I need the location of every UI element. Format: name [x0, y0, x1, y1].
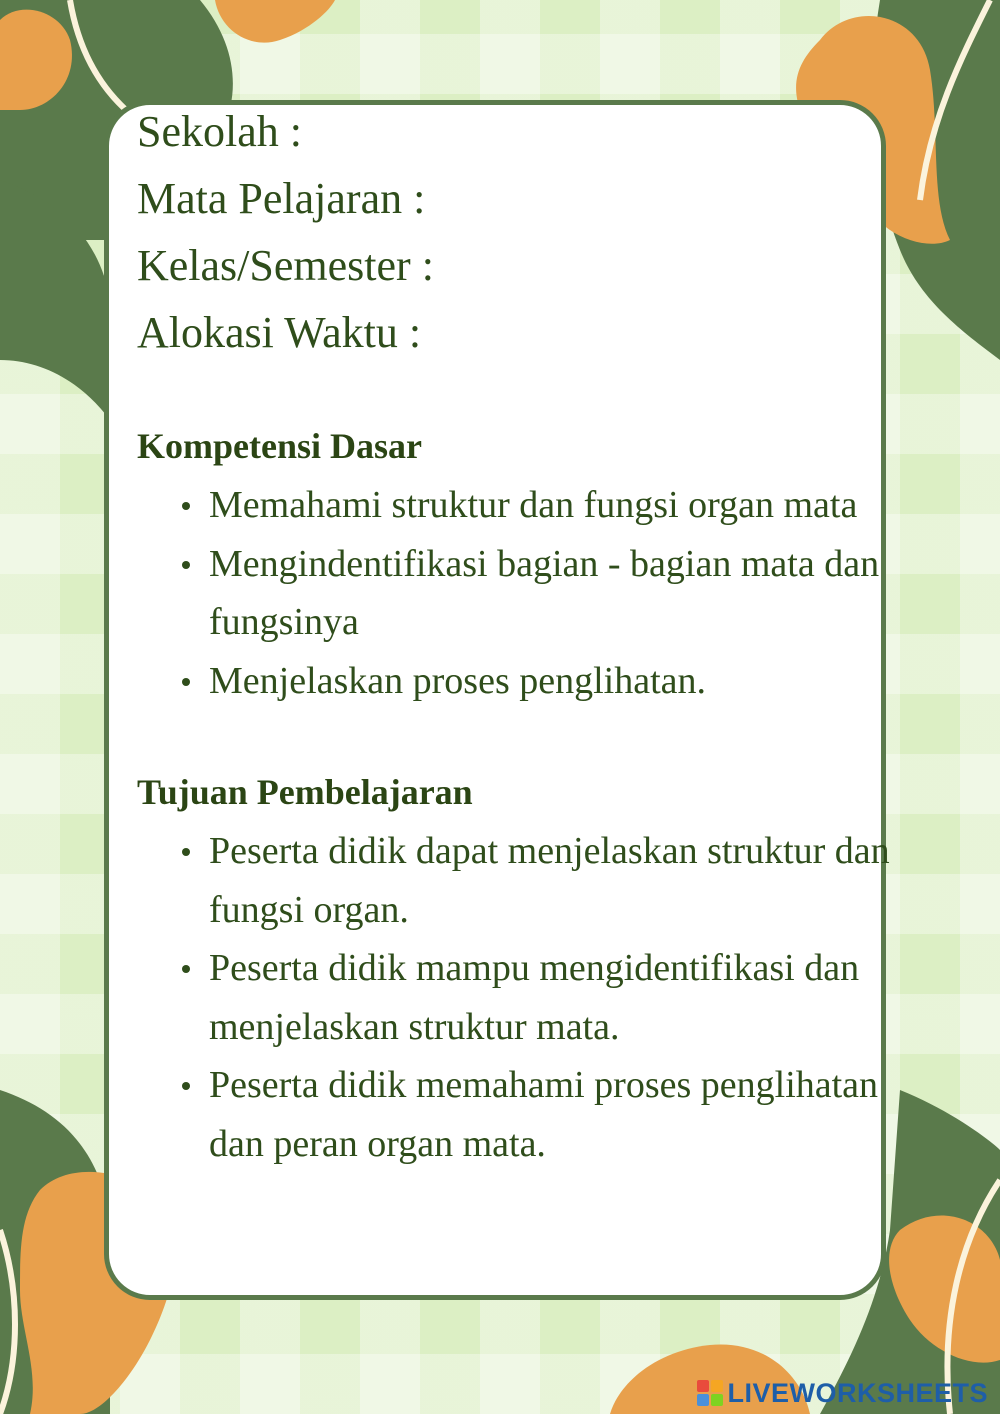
basic-competence-heading: Kompetensi Dasar — [137, 426, 422, 466]
list-item: Peserta didik dapat menjelaskan struktur dan fungsi organ. — [209, 822, 897, 939]
learning-objectives-heading: Tujuan Pembelajaran — [137, 772, 473, 812]
basic-competence-list — [137, 476, 897, 710]
liveworksheets-brand[interactable] — [697, 1378, 988, 1408]
school-field-label: Sekolah : — [137, 107, 302, 156]
time-allocation-field-label: Alokasi Waktu : — [137, 308, 422, 357]
list-item: Peserta didik mampu mengidentifikasi dan menjelaskan struktur mata. — [209, 939, 897, 1056]
blob-shape-top — [215, 0, 335, 43]
subject-field-label: Mata Pelajaran : — [137, 174, 426, 223]
list-item: Mengindentifikasi bagian - bagian mata dan fungsinya — [209, 535, 897, 652]
class-semester-field-label: Kelas/Semester : — [137, 241, 434, 290]
list-item: Peserta didik memahami proses penglihatan dan peran organ mata. — [209, 1056, 897, 1173]
liveworksheets-logo-icon — [697, 1380, 723, 1406]
list-item: Memahami struktur dan fungsi organ mata — [209, 476, 897, 535]
section-spacer — [137, 710, 897, 762]
worksheet-content — [137, 98, 897, 1173]
identity-fields — [137, 98, 897, 366]
brand-text: LIVEWORKSHEETS — [727, 1377, 988, 1408]
list-item: Menjelaskan proses penglihatan. — [209, 652, 897, 711]
learning-objectives-list — [137, 822, 897, 1173]
